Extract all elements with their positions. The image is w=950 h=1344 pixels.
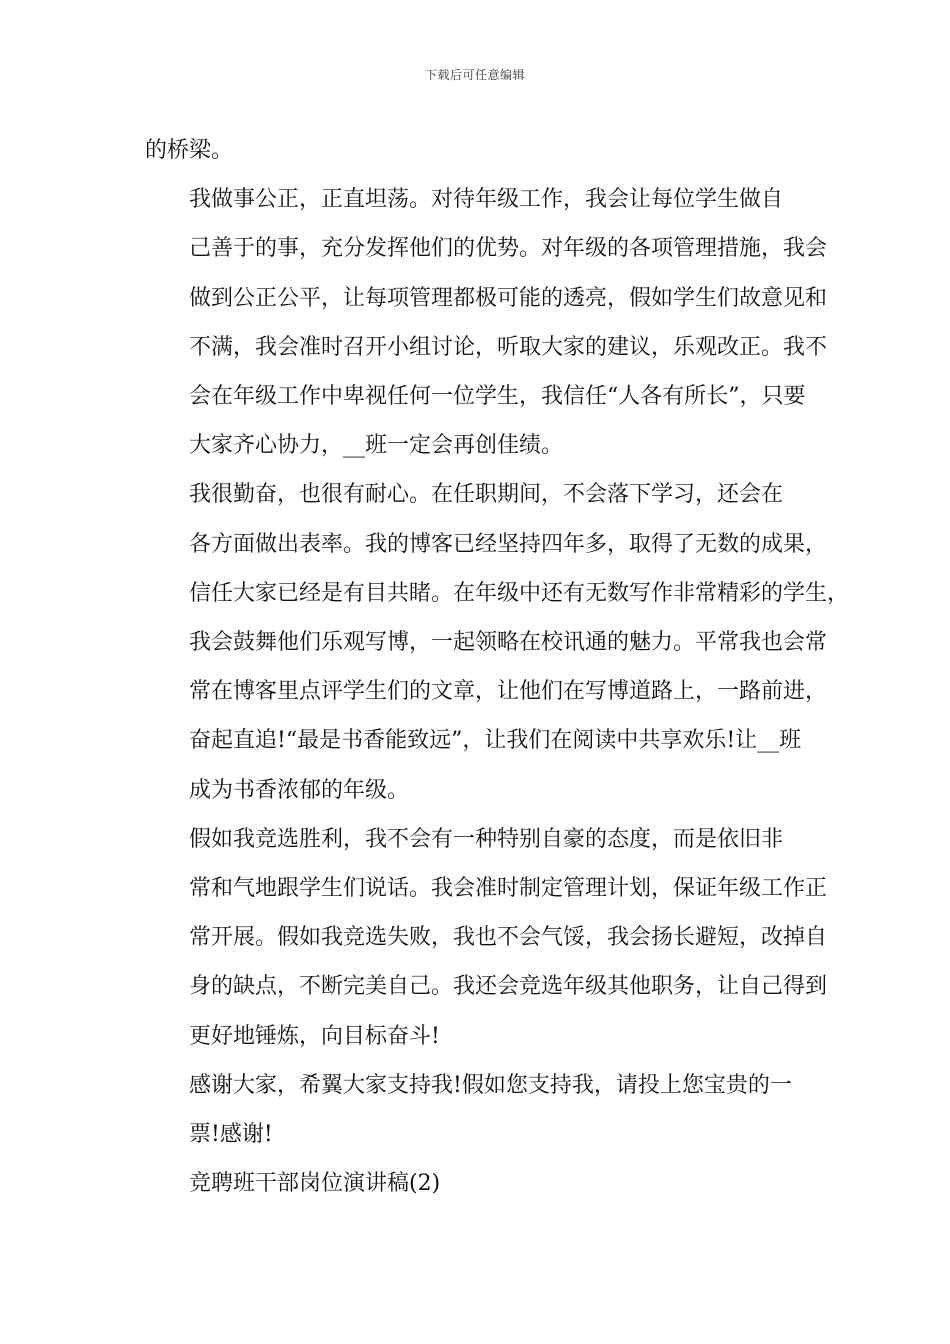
text-line: 的桥梁。 — [145, 138, 234, 163]
text-line: 我很勤奋，也很有耐心。在任职期间，不会落下学习，还会在 — [189, 482, 784, 508]
text-line: 做到公正公平，让每项管理都极可能的透亮，假如学生们故意见和 — [189, 285, 828, 311]
section-heading — [145, 1159, 809, 1208]
text-line: 假如我竞选胜利，我不会有一种特别自豪的态度，而是依旧非 — [189, 826, 784, 852]
text-line: 成为书香浓郁的年级。 — [189, 777, 410, 803]
text-line: 我会鼓舞他们乐观写博，一起领略在校讯通的魅力。平常我也会常 — [189, 630, 828, 656]
paragraph-5 — [145, 1061, 809, 1159]
text-line: 信任大家已经是有目共睹。在年级中还有无数写作非常精彩的学生， — [189, 580, 850, 606]
text-line: 票!感谢! — [189, 1122, 273, 1148]
paragraph-3 — [145, 470, 850, 814]
text-line: 感谢大家，希翼大家支持我!假如您支持我，请投上您宝贵的一 — [189, 1072, 792, 1098]
paragraph-4 — [145, 815, 828, 1061]
document-body — [145, 126, 850, 1208]
text-line: 会在年级工作中卑视任何一位学生，我信任“人各有所长”，只要 — [189, 384, 806, 410]
text-line: 我做事公正，正直坦荡。对待年级工作，我会让每位学生做自 — [189, 187, 784, 213]
text-line: 常在博客里点评学生们的文章，让他们在写博道路上，一路前进， — [189, 679, 828, 705]
paragraph-1 — [145, 126, 809, 175]
paragraph-2 — [145, 175, 828, 470]
text-line: 常和气地跟学生们说话。我会准时制定管理计划，保证年级工作正 — [189, 876, 828, 902]
text-line: 竞聘班干部岗位演讲稿(2) — [189, 1171, 441, 1197]
text-line: 常开展。假如我竞选失败，我也不会气馁，我会扬长避短，改掉自 — [189, 925, 828, 951]
text-line: 不满，我会准时召开小组讨论，听取大家的建议，乐观改正。我不 — [189, 334, 828, 360]
text-line: 身的缺点，不断完美自己。我还会竞选年级其他职务，让自己得到 — [189, 974, 828, 1000]
text-line: 更好地锤炼，向目标奋斗! — [189, 1023, 440, 1049]
header-note: 下载后可任意编辑 — [424, 68, 525, 82]
text-line: 己善于的事，充分发挥他们的优势。对年级的各项管理措施，我会 — [189, 236, 828, 262]
text-line: 奋起直追!“最是书香能致远”，让我们在阅读中共享欢乐!让__班 — [189, 728, 802, 754]
text-line: 各方面做出表率。我的博客已经坚持四年多，取得了无数的成果， — [189, 531, 828, 557]
text-line: 大家齐心协力，__班一定会再创佳绩。 — [189, 433, 564, 459]
